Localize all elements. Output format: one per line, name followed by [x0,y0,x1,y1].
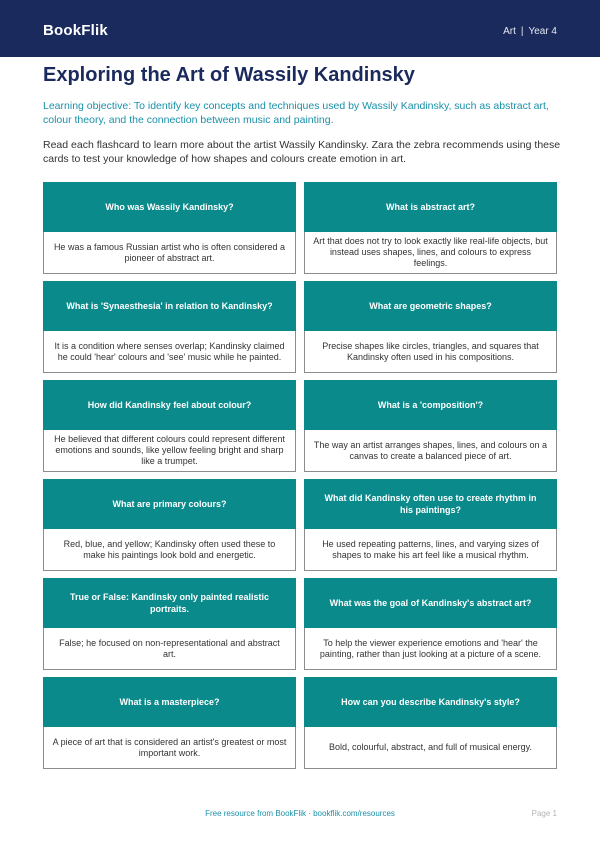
flashcard-question: What did Kandinsky often use to create rhythm in his paintings? [304,479,557,529]
flashcard[interactable] [43,380,296,472]
flashcard-answer: He used repeating patterns, lines, and varying sizes of shapes to make his art feel like a musical rhythm. [304,529,557,571]
flashcard-answer: He was a famous Russian artist who is often considered a pioneer of abstract art. [43,232,296,274]
subject-label: Art [503,26,516,37]
flashcard-question: What are primary colours? [43,479,296,529]
flashcard-question: What is a masterpiece? [43,677,296,727]
year-label: Year 4 [528,26,557,37]
flashcard[interactable] [304,380,557,472]
flashcard[interactable] [43,578,296,670]
flashcard[interactable] [304,578,557,670]
brand-logo[interactable]: BookFlik [43,22,108,39]
page-title: Exploring the Art of Wassily Kandinsky [43,64,415,86]
flashcard-question: What was the goal of Kandinsky's abstract art? [304,578,557,628]
meta-separator: | [520,26,524,37]
flashcard[interactable] [43,677,296,769]
flashcard-answer: It is a condition where senses overlap; Kandinsky claimed he could 'hear' colours and 'see' music while he painted. [43,331,296,373]
flashcard[interactable] [304,182,557,274]
flashcard[interactable] [43,281,296,373]
flashcard-answer: Bold, colourful, abstract, and full of musical energy. [304,727,557,769]
flashcard-question: How did Kandinsky feel about colour? [43,380,296,430]
flashcard[interactable] [43,182,296,274]
flashcard-question: What is 'Synaesthesia' in relation to Kandinsky? [43,281,296,331]
flashcard-answer: Art that does not try to look exactly like real-life objects, but instead uses shapes, lines, and colours to express feelings. [304,232,557,274]
learning-objective: Learning objective: To identify key concepts and techniques used by Wassily Kandinsky, such as abstract art, colour theory, and the connection between music and painting. [43,100,549,126]
flashcard[interactable] [304,479,557,571]
header-bar [0,0,600,57]
footer-link[interactable]: Free resource from BookFlik · bookflik.com/resources [205,809,395,818]
flashcard-question: What are geometric shapes? [304,281,557,331]
flashcard-answer: He believed that different colours could represent different emotions and sounds, like yellow feeling bright and sharp like a trumpet. [43,430,296,472]
flashcard-question: What is a 'composition'? [304,380,557,430]
flashcard-answer: False; he focused on non-representational and abstract art. [43,628,296,670]
flashcard[interactable] [304,281,557,373]
flashcard[interactable] [304,677,557,769]
flashcard[interactable] [43,479,296,571]
flashcard-question: What is abstract art? [304,182,557,232]
flashcard-answer: Red, blue, and yellow; Kandinsky often used these to make his paintings look bold and energetic. [43,529,296,571]
intro-text: Read each flashcard to learn more about the artist Wassily Kandinsky. Zara the zebra recommends using these cards to test your knowledge of how shapes and colours create emotion in art. [43,139,561,165]
flashcard-question: Who was Wassily Kandinsky? [43,182,296,232]
flashcard-grid [43,182,557,769]
flashcard-answer: Precise shapes like circles, triangles, and squares that Kandinsky often used in his compositions. [304,331,557,373]
page-number: Page 1 [531,809,557,818]
flashcard-answer: To help the viewer experience emotions and 'hear' the painting, rather than just looking at a picture of a scene. [304,628,557,670]
flashcard-answer: The way an artist arranges shapes, lines, and colours on a canvas to create a balanced piece of art. [304,430,557,472]
header-meta [503,26,557,37]
flashcard-question: How can you describe Kandinsky's style? [304,677,557,727]
flashcard-question: True or False: Kandinsky only painted realistic portraits. [43,578,296,628]
flashcard-answer: A piece of art that is considered an artist's greatest or most important work. [43,727,296,769]
